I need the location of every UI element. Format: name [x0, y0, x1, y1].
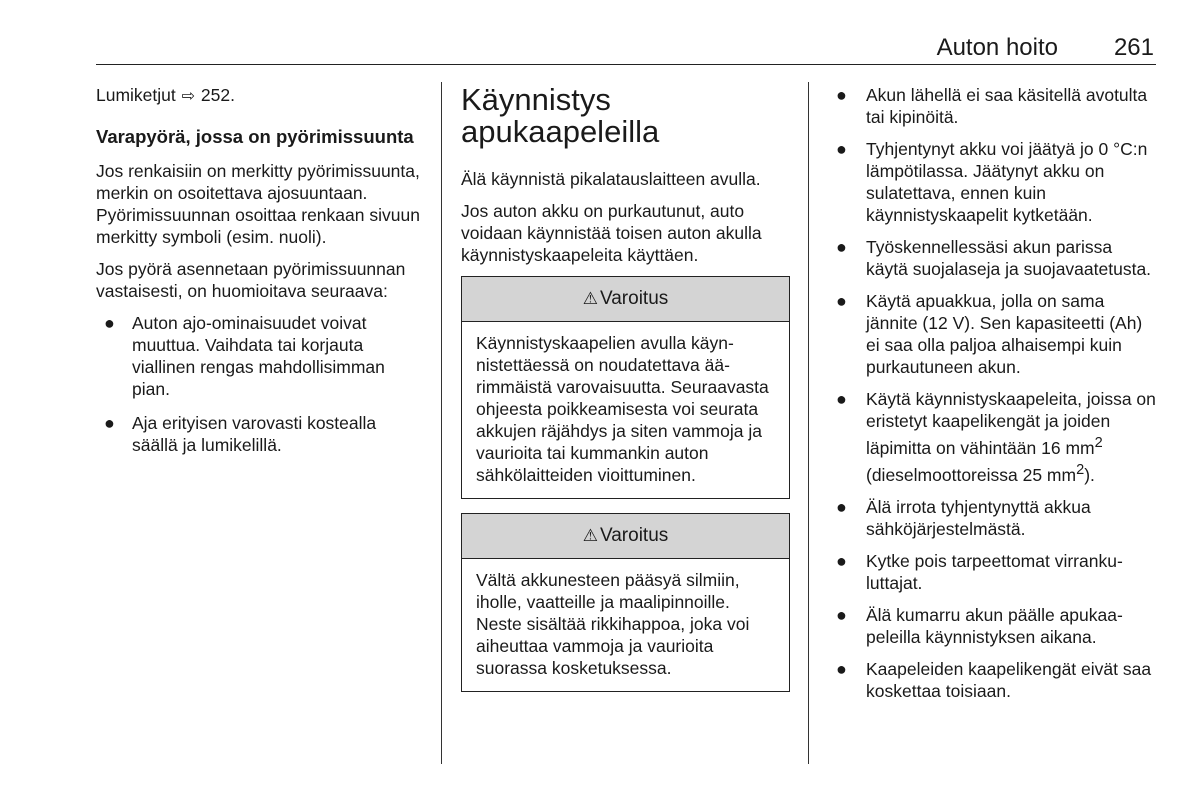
- section-title: Auton hoito: [936, 34, 1058, 61]
- paragraph: Jos pyörä asennetaan pyörimissuunnan vastaisesti, on huomioitava seuraava:: [96, 259, 406, 301]
- warning-box: [461, 276, 790, 499]
- bullet-icon: ●: [836, 658, 847, 679]
- paragraph: Älä käynnistä pikalatauslaitteen avulla.: [461, 169, 761, 189]
- bullet-icon: ●: [836, 496, 847, 517]
- paragraph: Jos auton akku on purkautunut, auto voidaan käynnistää toisen auton akulla käynnistyskaapeleita käyttäen.: [461, 201, 762, 265]
- bullet-list: [96, 312, 426, 456]
- page-number: 261: [1113, 34, 1154, 61]
- column-middle: [461, 84, 790, 706]
- bullet-list: [836, 84, 1158, 702]
- bullet-icon: ●: [836, 291, 847, 311]
- bullet-icon: ●: [836, 550, 847, 571]
- warning-title: Varoitus: [599, 288, 669, 309]
- chapter-heading: Käynnistys apukaapeleilla: [461, 82, 660, 149]
- paragraph: Jos renkaisiin on merkitty pyörimissuunta, merkin on osoitettava ajosuuntaan. Pyörimissuunnan osoittaa renkaan sivuun merkitty symboli (esim. nuoli).: [96, 161, 420, 247]
- page-header: [96, 30, 1156, 65]
- section-heading: Varapyörä, jossa on pyörimissuunta: [96, 126, 414, 147]
- list-item: ● Älä irrota tyhjentynyttä akkua sähköjärjestelmästä.: [836, 496, 1091, 539]
- cross-reference[interactable]: [96, 84, 426, 108]
- column-divider: [441, 82, 442, 764]
- list-item: ● Aja erityisen varovasti kostealla säällä ja lumikelillä.: [104, 413, 377, 455]
- list-item: ● Kytke pois tarpeettomat virrankuluttajat.: [836, 550, 1123, 593]
- bullet-icon: ●: [836, 85, 847, 105]
- list-item: ● Käytä käynnistyskaapeleita, joissa on eristetyt kaapelikengät ja joiden läpimitta on vähintään 16 $mm^2$ (dieselmoottoreissa 25 $mm^2$).: [836, 389, 1156, 485]
- xref-page: 252.: [200, 85, 235, 105]
- warning-text: Käynnistyskaapelien avulla käynnistettäessä on noudatettava äärimmäistä varovaisuutta. Seuraavasta ohjeesta poikkeamisesta voi seurata akkujen räjähdys ja siten vammoja ja vaurioita tai kummankin auton sähkölaitteiden vioittuminen.: [476, 333, 769, 485]
- warning-triangle-icon: ⚠: [582, 289, 598, 308]
- warning-text: Vältä akkunesteen pääsyä silmiin, iholle, vaatteille ja maalipinnoille. Neste sisältää rikkihappoa, joka voi aiheuttaa vammoja ja vaurioita suorassa kosketuksessa.: [476, 570, 750, 678]
- bullet-icon: ●: [836, 237, 847, 257]
- xref-text: Lumiketjut: [96, 85, 176, 105]
- column-left: [96, 84, 426, 468]
- warning-header: [462, 277, 789, 322]
- warning-title: Varoitus: [599, 525, 669, 546]
- list-item: ● Akun lähellä ei saa käsitellä avotulta tai kipinöitä.: [836, 85, 1148, 127]
- warning-header: [462, 514, 789, 559]
- bullet-icon: ●: [836, 139, 847, 159]
- bullet-icon: ●: [836, 389, 847, 409]
- list-item: ● Tyhjentynyt akku voi jäätyä jo 0 °C:n lämpötilassa. Jäätynyt akku on sulatettava, ennen kuin käynnistyskaapelit kytketään.: [836, 139, 1148, 225]
- bullet-icon: ●: [104, 413, 115, 433]
- list-item: ● Älä kumarru akun päälle apukaapeleilla käynnistyksen aikana.: [836, 604, 1123, 647]
- bullet-icon: ●: [104, 313, 115, 333]
- list-item: ● Kaapeleiden kaapelikengät eivät saa koskettaa toisiaan.: [836, 658, 1152, 701]
- column-right: [836, 84, 1158, 712]
- warning-triangle-icon: ⚠: [582, 526, 598, 545]
- column-divider: [808, 82, 809, 764]
- warning-box: [461, 513, 790, 692]
- arrow-reference-icon: ⇨: [181, 88, 196, 105]
- list-item: ● Työskennellessäsi akun parissa käytä suojalaseja ja suojavaatetusta.: [836, 237, 1152, 279]
- bullet-icon: ●: [836, 604, 847, 625]
- list-item: ● Auton ajo-ominaisuudet voivat muuttua. Vaihdata tai korjauta viallinen rengas mahdollisimman pian.: [104, 313, 385, 399]
- list-item: ● Käytä apuakkua, jolla on sama jännite (12 V). Sen kapasiteetti (Ah) ei saa olla paljoa alhaisempi kuin purkautuneen akun.: [836, 291, 1143, 377]
